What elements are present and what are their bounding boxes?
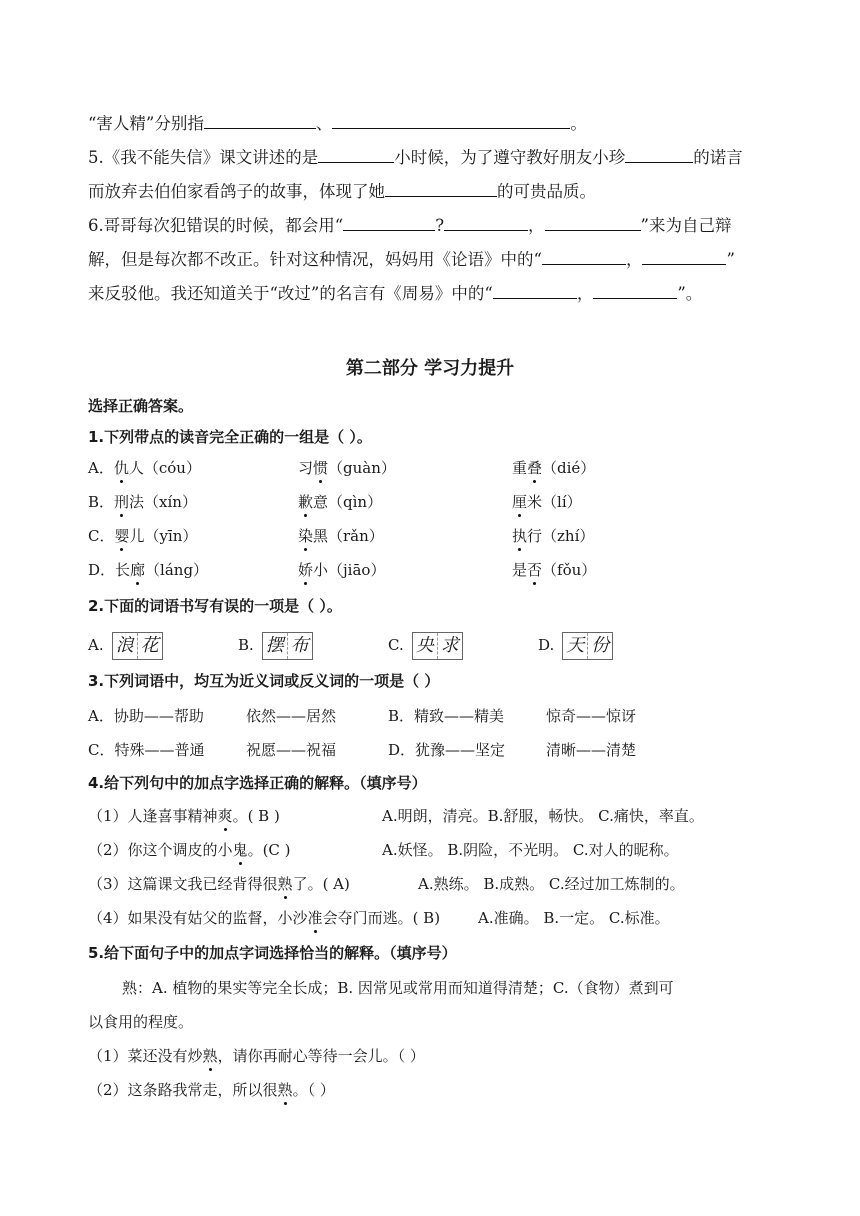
text: （1）人逢喜事精神	[88, 807, 218, 825]
option-item[interactable]	[238, 631, 313, 660]
question-5-line2	[88, 180, 596, 202]
text: 。( B )	[232, 807, 280, 825]
question-3-stem: 3.下列词语中，均互为近义词或反义词的一项是（ ）	[88, 672, 440, 690]
text: ，请你再耐心等待一会儿。（ ）	[217, 1047, 425, 1065]
option-item[interactable]	[298, 560, 385, 580]
option-item[interactable]	[512, 458, 595, 478]
text: 会夺门而逃。( B)	[322, 909, 441, 927]
question-5-line1	[88, 146, 743, 168]
text: （2）你这个调皮的小	[88, 841, 233, 859]
text: 法（xín）	[129, 493, 197, 511]
text: 而放弃去伯伯家看鸽子的故事，体现了她	[88, 182, 385, 201]
option-text	[512, 561, 596, 579]
option-text	[512, 527, 594, 545]
option-item[interactable]	[88, 458, 201, 478]
word-pair: 依然——居然	[246, 707, 337, 725]
emphasis-dotted-char: 刑	[114, 493, 130, 511]
option-text	[88, 527, 197, 545]
text: 小时候，为了遵守教好朋友小珍	[394, 148, 626, 167]
explanation-options: A.熟练。 B.成熟。 C.经过加工炼制的。	[418, 875, 685, 893]
text: 、	[315, 114, 333, 133]
option-text	[88, 875, 350, 893]
emphasis-dotted-char: 熟	[277, 1081, 293, 1099]
word-pair: 清晰——清楚	[546, 741, 637, 759]
emphasis-dotted-char: 准	[307, 909, 323, 927]
word-char: 天	[563, 633, 588, 659]
text: 黑（rǎn）	[313, 527, 384, 545]
option-label: D.	[538, 636, 555, 654]
text: 是	[512, 561, 528, 579]
option-item[interactable]	[512, 526, 594, 546]
emphasis-dotted-char: 执	[512, 527, 528, 545]
text: B．	[88, 493, 115, 511]
sentence-item	[88, 840, 291, 860]
text: 解，但是每次都不改正。针对这种情况，妈妈用《论语》中的“	[88, 250, 542, 269]
text: 了。( A)	[292, 875, 350, 893]
question-6-line2	[88, 248, 735, 270]
option-text	[88, 561, 208, 579]
text: （2）这条路我常走，所以很	[88, 1081, 278, 1099]
definition-line1: 熟：A. 植物的果实等完全长成；B. 因常见或常用而知道得清楚；C.（食物）煮到可	[122, 979, 674, 997]
word-pair[interactable]: D．犹豫——坚定	[388, 741, 506, 759]
emphasis-dotted-char: 婴	[114, 527, 130, 545]
text: ”来为自己辩	[640, 216, 732, 235]
sentence-item	[88, 908, 440, 928]
option-text	[512, 459, 595, 477]
word-char: 求	[440, 635, 459, 656]
fill-line-hairen	[88, 112, 587, 134]
option-item[interactable]	[88, 631, 163, 660]
text: 重	[512, 459, 528, 477]
sentence-item	[88, 806, 280, 826]
question-6-line1	[88, 214, 731, 236]
text: ”。	[677, 284, 703, 303]
text: 儿（yīn）	[129, 527, 198, 545]
text: （3）这篇课文我已经背得很	[88, 875, 278, 893]
option-item[interactable]	[88, 526, 197, 546]
text: （guàn）	[328, 459, 396, 477]
emphasis-dotted-char: 娇	[298, 561, 314, 579]
option-label: C.	[388, 636, 404, 654]
emphasis-dotted-char: 廊	[130, 561, 146, 579]
word-char: 摆	[263, 633, 288, 659]
option-text	[298, 527, 384, 545]
text: （fǒu）	[542, 561, 597, 579]
emphasis-dotted-char: 歉	[298, 493, 314, 511]
text: 的诺言	[693, 148, 743, 167]
option-text	[298, 493, 382, 511]
option-text	[88, 841, 291, 859]
word-pair: 祝愿——祝福	[246, 741, 337, 759]
emphasis-dotted-char: 鬼	[232, 841, 248, 859]
text: ”	[726, 250, 735, 269]
answer-blank[interactable]	[204, 112, 316, 129]
answer-blank[interactable]	[542, 248, 626, 265]
answer-blank[interactable]	[332, 112, 570, 129]
emphasis-dotted-char: 熟	[277, 875, 293, 893]
option-item[interactable]	[512, 560, 596, 580]
word-box	[562, 632, 613, 660]
explanation-options: A.准确。 B.一定。 C.标准。	[478, 909, 670, 927]
question-2-stem: 2.下面的词语书写有误的一项是（ ）。	[88, 597, 342, 615]
text: 意（qìn）	[313, 493, 383, 511]
text: ，	[625, 250, 643, 269]
word-char: 布	[290, 635, 309, 656]
answer-blank[interactable]	[593, 282, 677, 299]
emphasis-dotted-char: 否	[527, 561, 543, 579]
option-text	[88, 1081, 335, 1099]
sentence-item[interactable]	[88, 1046, 425, 1066]
question-4-stem: 4.给下列句中的加点字选择正确的解释。（填序号）	[88, 774, 427, 792]
word-box	[262, 632, 313, 660]
emphasis-dotted-char: 惯	[313, 459, 329, 477]
option-text	[88, 1047, 425, 1065]
option-text	[298, 459, 396, 477]
section-heading: 选择正确答案。	[88, 397, 194, 415]
option-label: A.	[88, 636, 104, 654]
answer-blank[interactable]	[385, 180, 497, 197]
text: （láng）	[145, 561, 209, 579]
answer-blank[interactable]	[318, 146, 394, 163]
option-text	[298, 561, 385, 579]
emphasis-dotted-char: 染	[298, 527, 314, 545]
option-text	[88, 909, 440, 927]
text: （4）如果没有姑父的监督，小沙	[88, 909, 308, 927]
answer-blank[interactable]	[642, 248, 726, 265]
explanation-options: A.妖怪。 B.阴险，不光明。 C.对人的昵称。	[382, 841, 679, 859]
word-box	[412, 632, 463, 660]
text: 5.《我不能失信》课文讲述的是	[88, 148, 319, 167]
option-item[interactable]	[538, 631, 613, 660]
question-1-stem: 1.下列带点的读音完全正确的一组是（ ）。	[88, 428, 372, 446]
text: 。（ ）	[292, 1081, 335, 1099]
question-5-stem: 5.给下面句子中的加点字词选择恰当的解释。（填序号）	[88, 944, 457, 962]
text: 米（lí）	[527, 493, 582, 511]
option-text	[88, 493, 197, 511]
sentence-item	[88, 874, 350, 894]
answer-blank[interactable]	[343, 214, 435, 231]
text: A．	[88, 459, 114, 477]
definition-line2: 以食用的程度。	[88, 1013, 194, 1031]
text: 行（zhí）	[527, 527, 595, 545]
emphasis-dotted-char: 厘	[512, 493, 528, 511]
word-char: 花	[140, 635, 159, 656]
word-char: 央	[413, 633, 438, 659]
text: ?	[435, 216, 445, 235]
answer-blank[interactable]	[493, 282, 577, 299]
text: 小（jiāo）	[313, 561, 386, 579]
emphasis-dotted-char: 仇	[113, 459, 129, 477]
option-text	[88, 807, 280, 825]
text: 的可贵品质。	[497, 182, 596, 201]
text: “害人精”分别指	[88, 114, 204, 133]
word-box	[112, 632, 163, 660]
word-pair: 惊奇——惊讶	[546, 707, 637, 725]
sentence-item[interactable]	[88, 1080, 335, 1100]
option-item[interactable]	[388, 631, 463, 660]
text: 。(C )	[247, 841, 291, 859]
text: 来反驳他。我还知道关于“改过”的名言有《周易》中的“	[88, 284, 493, 303]
emphasis-dotted-char: 爽	[217, 807, 233, 825]
text: （dié）	[542, 459, 596, 477]
text: ，	[528, 216, 545, 235]
option-item[interactable]	[88, 492, 197, 512]
text: D．长	[88, 561, 131, 579]
option-item[interactable]	[298, 458, 396, 478]
emphasis-dotted-char: 叠	[527, 459, 543, 477]
option-item[interactable]	[512, 492, 582, 512]
option-item[interactable]	[88, 560, 208, 580]
word-pair[interactable]: B．精致——精美	[388, 707, 505, 725]
answer-blank[interactable]	[444, 214, 528, 231]
emphasis-dotted-char: 熟	[202, 1047, 218, 1065]
text: 人（cóu）	[128, 459, 201, 477]
explanation-options: A.明朗，清亮。B.舒服，畅快。 C.痛快，率直。	[382, 807, 704, 825]
word-pair[interactable]: C．特殊——普通	[88, 741, 205, 759]
answer-blank[interactable]	[625, 146, 693, 163]
text: C．	[88, 527, 115, 545]
word-pair[interactable]: A．协助——帮助	[88, 707, 204, 725]
text: 。	[570, 114, 587, 133]
text: （1）菜还没有炒	[88, 1047, 203, 1065]
text: ，	[576, 284, 594, 303]
text: 6.哥哥每次犯错误的时候，都会用“	[88, 216, 344, 235]
part2-title: 第二部分 学习力提升	[345, 358, 515, 379]
word-char: 浪	[113, 633, 138, 659]
option-item[interactable]	[298, 526, 384, 546]
word-char: 份	[591, 635, 610, 656]
option-label: B.	[238, 636, 254, 654]
text: 习	[298, 459, 314, 477]
answer-blank[interactable]	[545, 214, 641, 231]
question-6-line3	[88, 282, 702, 304]
option-text	[88, 459, 201, 477]
option-item[interactable]	[298, 492, 382, 512]
option-text	[512, 493, 582, 511]
